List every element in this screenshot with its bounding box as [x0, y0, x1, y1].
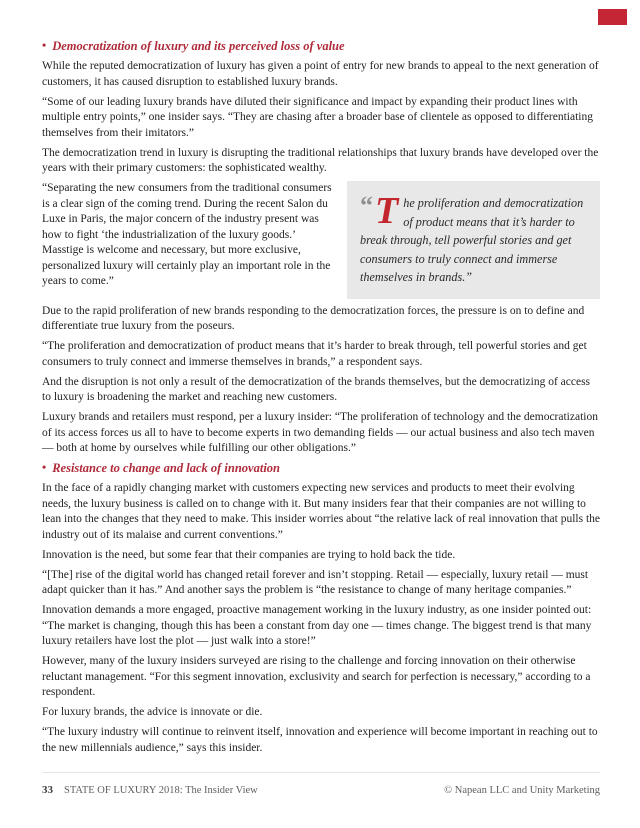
footer-left [42, 784, 258, 796]
pull-quote-text: he proliferation and democratization of product means that it’s harder to break through, tell powerful stories and get consumers to truly connect and immerse themselves in brands.” [360, 196, 584, 284]
paragraph: “Some of our leading luxury brands have diluted their significance and impact by expanding their product lines with multiple entry points,” one insider says. “They are chasing after a broader base of clientele as opposed to differentiating themselves from their imitators.” [42, 95, 593, 139]
open-quote-icon: “ [360, 191, 371, 220]
paragraph: While the reputed democratization of luxury has given a point of entry for new brands to appeal to the next generation of customers, it has caused disruption to established luxury brands. [42, 60, 599, 88]
paragraph: Luxury brands and retailers must respond, per a luxury insider: “The proliferation of technology and the democratization of its access forces us all to have to become experts in two demanding fields — our actual business and also tech maven — both at home by ourselves while fulfilling our other obligations.” [42, 411, 598, 454]
copyright: © Napean LLC and Unity Marketing [444, 785, 600, 796]
paragraph: “[The] rise of the digital world has changed retail forever and isn’t stopping. Retail — especially, luxury retail — must adapt quicker than it has.” And another says the problem is “the resistance to change of many heritage companies.” [42, 568, 589, 596]
bullet-icon: • [42, 38, 47, 52]
paragraph: The democratization trend in luxury is disrupting the traditional relationships that luxury brands have developed over the years with their primary customers: the sophisticated wealthy. [42, 146, 599, 174]
paragraph: Innovation demands a more engaged, proactive management working in the luxury industry, as one insider pointed out: “The market is changing, though this has been a constant from day one — times change. The biggest trend is that many luxury retailers have lost the plot — just walk into a store!” [42, 604, 592, 647]
section-heading-resistance [42, 461, 600, 476]
paragraph: “Separating the new consumers from the traditional consumers is a clear sign of the coming trend. During the recent Salon du Luxe in Paris, the major concern of the industry present was how to fight ‘the industrialization of the luxury goods.’ Masstige is welcome and necessary, but more exclusive, personalized luxury will certainly play an important role in the years to come.” [42, 182, 332, 287]
two-column-row [42, 181, 600, 299]
paragraph: “The proliferation and democratization of product means that it’s harder to break through, tell powerful stories and get consumers to truly connect and immerse themselves in brands,” a respondent says. [42, 340, 587, 368]
pull-quote-box [347, 181, 600, 299]
paragraph: For luxury brands, the advice is innovate or die. [42, 706, 263, 718]
paragraph: Due to the rapid proliferation of new brands responding to the democratization forces, the pressure is on to define and differentiate true luxury from the poseurs. [42, 304, 585, 332]
page-footer [42, 772, 600, 796]
page-number: 33 [42, 784, 53, 796]
paragraph: In the face of a rapidly changing market with customers expecting new services and products to meet their evolving needs, the luxury business is called on to change with it. But many insiders fear that their companies are not willing to lean into the changes that they need to make. This insider worries about “the relative lack of real innovation that pulls the industry out of its malaise and current conventions.” [42, 482, 601, 541]
document-title: STATE OF LUXURY 2018: The Insider View [64, 785, 258, 796]
section-heading-text: Democratization of luxury and its perceived loss of value [52, 39, 345, 53]
paragraph: However, many of the luxury insiders surveyed are rising to the challenge and forcing innovation on their otherwise reluctant management. “For this segment innovation, exclusivity and search for perfection is necessary,” according to a respondent. [42, 655, 591, 698]
drop-cap: T [375, 190, 399, 232]
bullet-icon: • [42, 460, 47, 474]
section-heading-democratization [42, 39, 600, 54]
paragraph: And the disruption is not only a result of the democratization of the brands themselves, but the democratizing of access to luxury is broadening the market and reaching new customers. [42, 375, 591, 403]
section-heading-text: Resistance to change and lack of innovation [52, 461, 280, 475]
red-corner-tab [598, 9, 627, 25]
paragraph: Innovation is the need, but some fear that their companies are trying to hold back the tide. [42, 548, 456, 561]
paragraph: “The luxury industry will continue to reinvent itself, innovation and experience will become important in reaching out to the new millennials audience,” says this insider. [42, 726, 598, 754]
